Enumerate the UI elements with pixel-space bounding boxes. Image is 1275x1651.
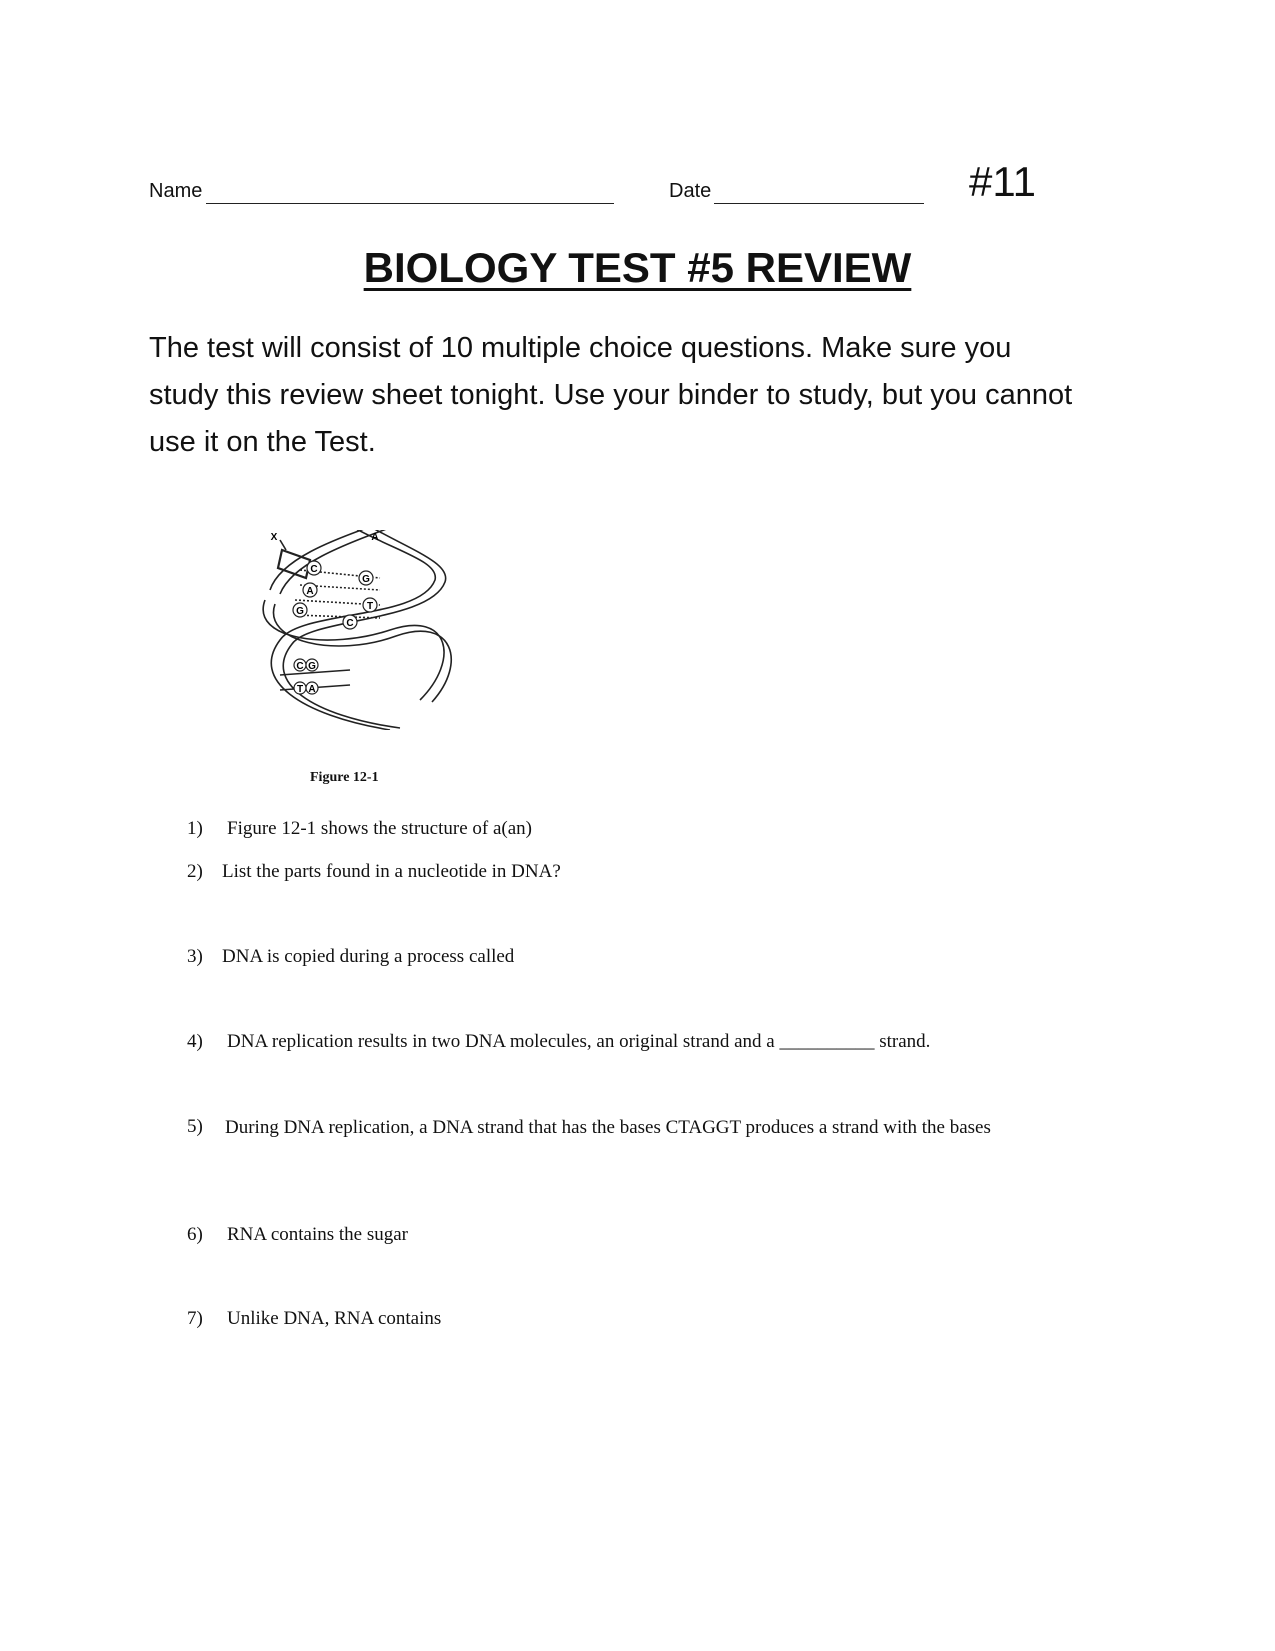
question-3: 3) DNA is copied during a process called [187, 946, 515, 967]
question-2: 2) List the parts found in a nucleotide in DNA? [187, 861, 561, 882]
dna-figure [240, 530, 470, 800]
question-5: 5) During DNA replication, a DNA strand that has the bases CTAGGT produces a strand with the bases [187, 1116, 991, 1138]
label-g3: G [308, 661, 316, 672]
question-7: 7) Unlike DNA, RNA contains [187, 1308, 442, 1329]
question-4: 4) DNA replication results in two DNA molecules, an original strand and a __________ strand. [187, 1031, 931, 1052]
question-1: 1) Figure 12-1 shows the structure of a(an) [187, 818, 532, 839]
label-c3: C [296, 661, 304, 672]
intro-paragraph: The test will consist of 10 multiple choice questions. Make sure you study this review sheet tonight. Use your binder to study, but you cannot use it on the Test. [149, 332, 1073, 458]
label-a1: A [306, 586, 314, 597]
label-g2: G [296, 606, 304, 617]
date-blank-line [714, 203, 924, 204]
header-row [149, 158, 1049, 208]
page-title: BIOLOGY TEST #5 REVIEW [363, 244, 912, 291]
date-label: Date [669, 180, 712, 202]
label-x: X [270, 532, 278, 543]
label-a3: A [308, 684, 316, 695]
question-6: 6) RNA contains the sugar [187, 1224, 409, 1245]
sheet-number: #11 [969, 158, 1036, 205]
label-t1: T [366, 601, 374, 612]
label-g1: G [362, 574, 370, 585]
figure-caption: Figure 12-1 [310, 770, 379, 785]
name-label: Name [149, 180, 203, 202]
label-c2: C [346, 618, 354, 629]
label-c1: C [310, 564, 318, 575]
label-t3: T [296, 684, 304, 695]
dna-double-helix-image [240, 530, 470, 730]
name-blank-line [206, 203, 614, 204]
label-a-top: A [371, 532, 379, 543]
